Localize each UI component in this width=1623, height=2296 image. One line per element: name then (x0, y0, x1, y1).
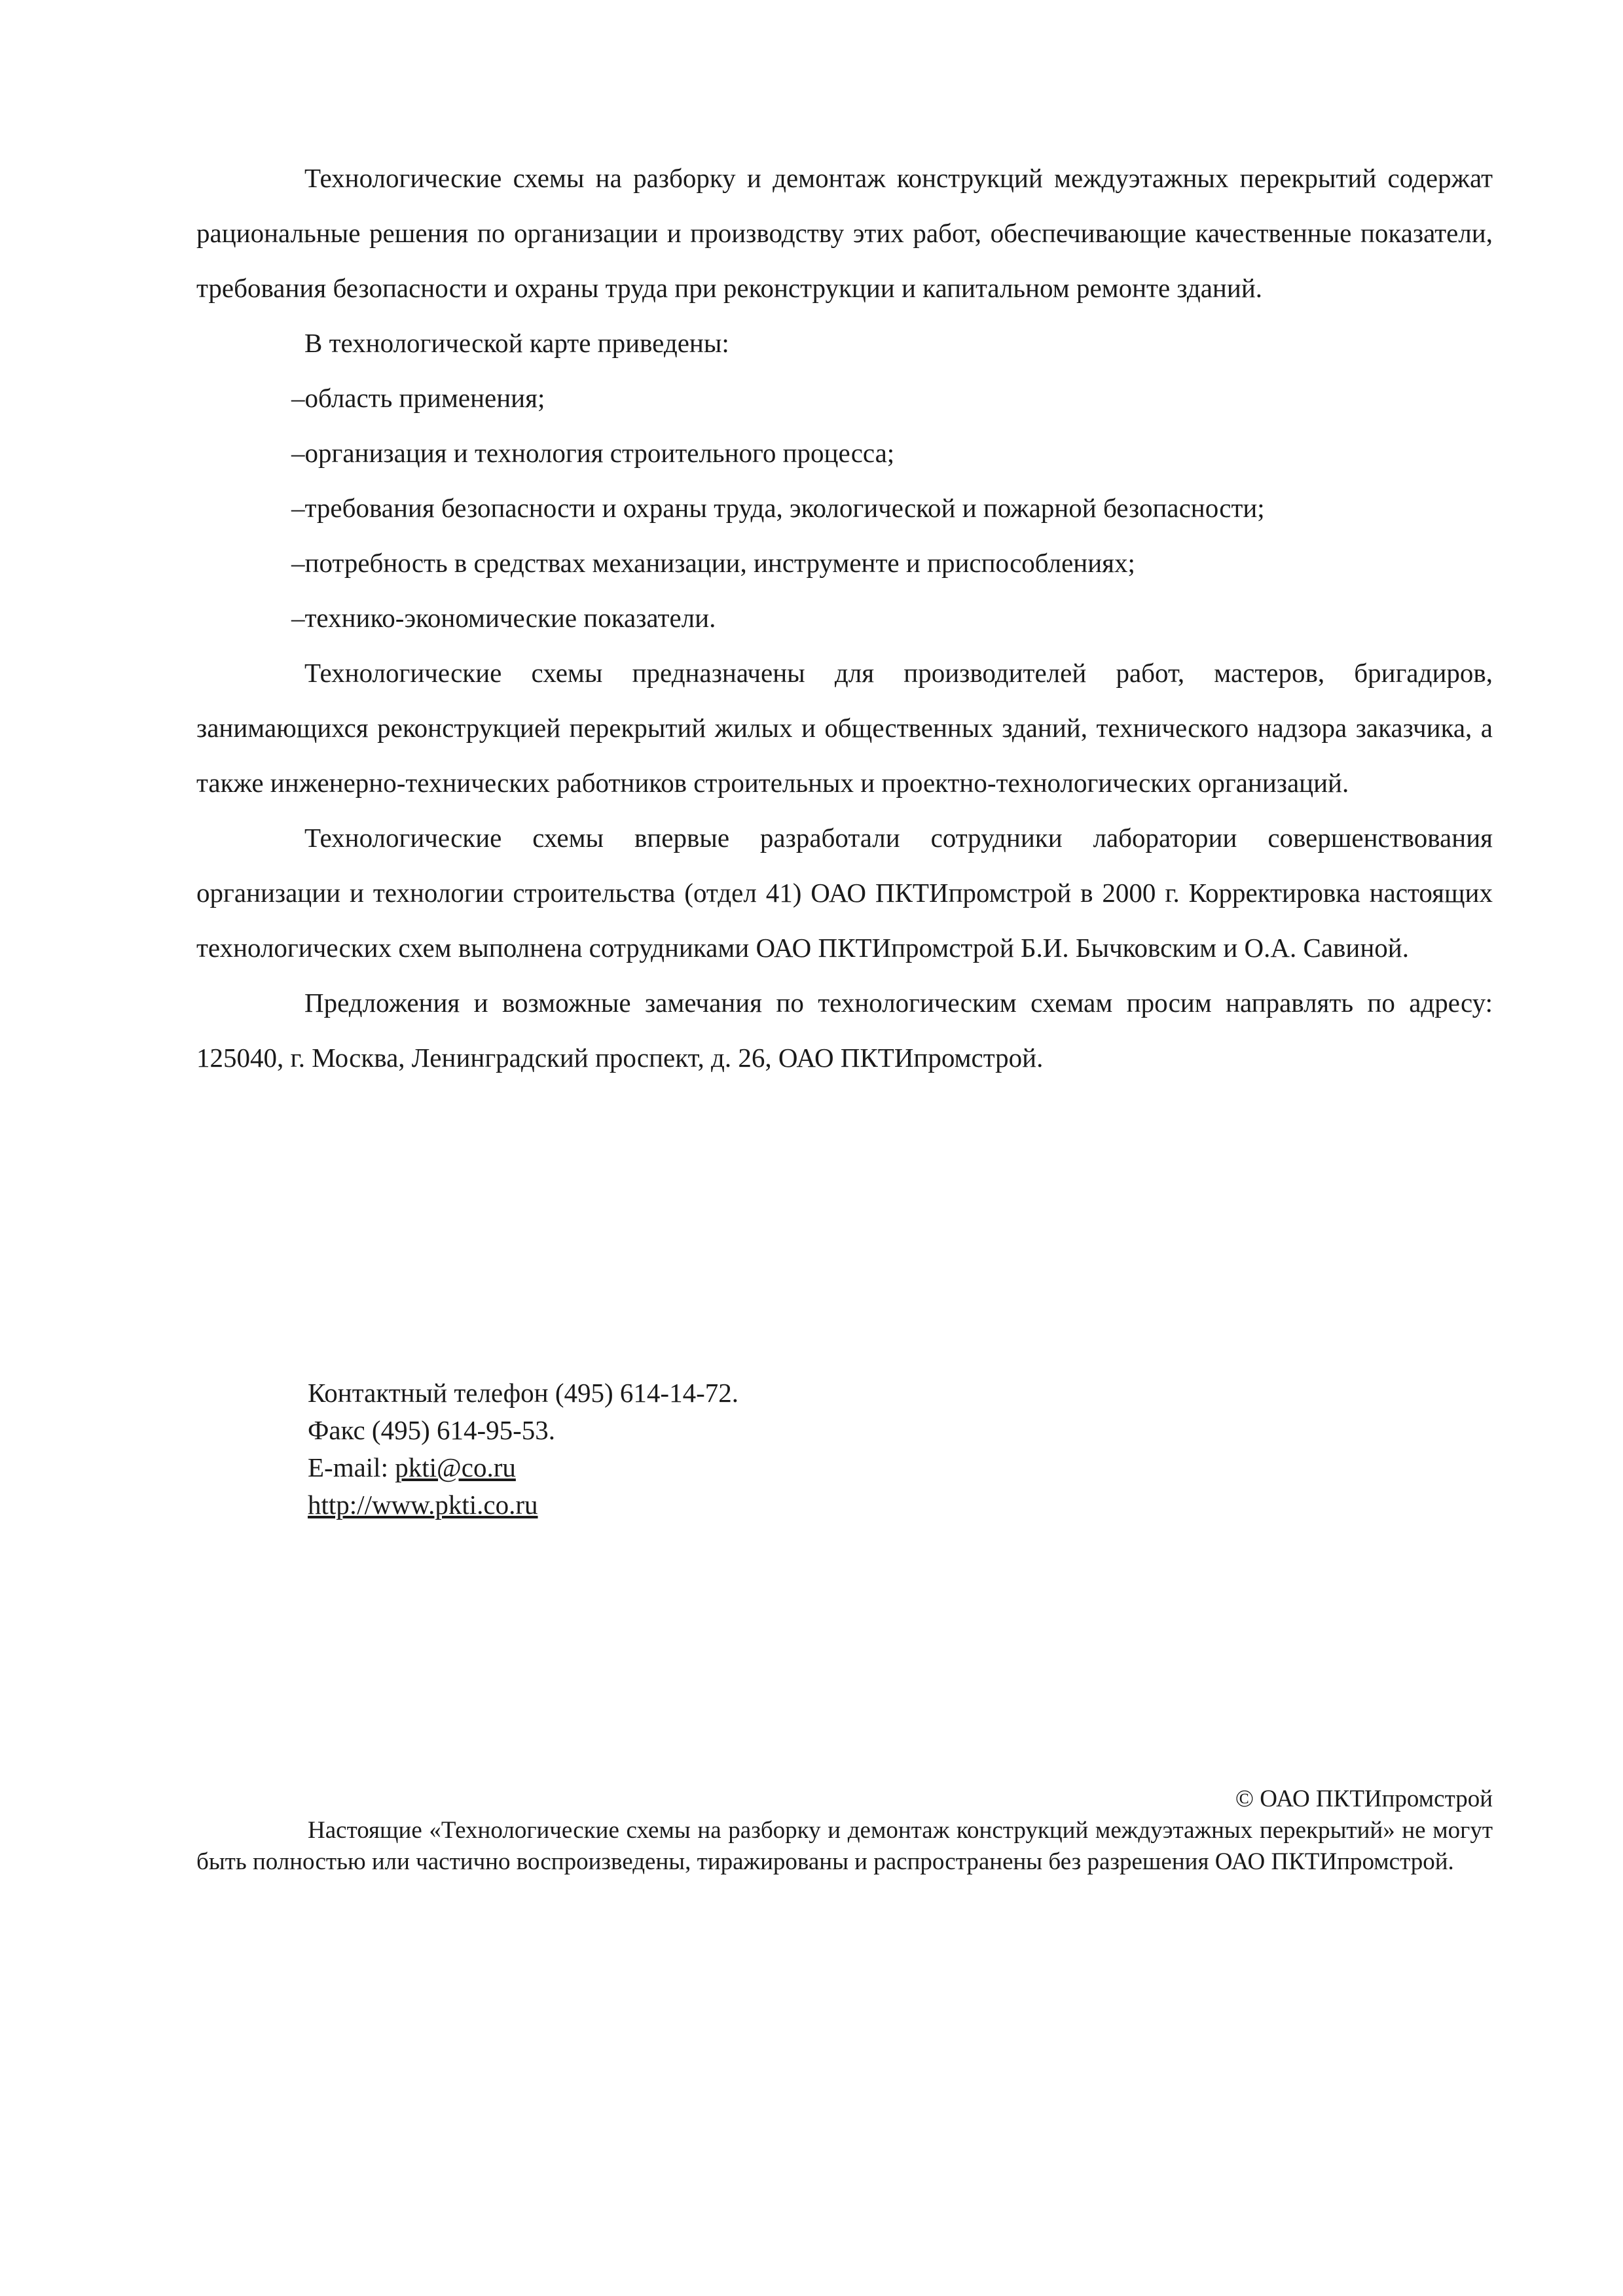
list-item: –технико-экономические показатели. (291, 603, 716, 633)
email-label: E-mail: (308, 1452, 395, 1482)
contact-phone: Контактный телефон (495) 614-14-72. (308, 1378, 739, 1408)
contact-email-line (308, 1449, 739, 1486)
authors-paragraph: Технологические схемы впервые разработали сотрудники лаборатории совершенствования организации и технологии строительства (отдел 41) ОАО ПКТИпромстрой в 2000 г. Корректировка настоящих технологических схем выполнена сотрудниками ОАО ПКТИпромстрой Б.И. Бычковским и О.А. Савиной. (196, 823, 1493, 963)
list-item: –требования безопасности и охраны труда, экологической и пожарной безопасности; (291, 493, 1265, 523)
contact-fax: Факс (495) 614-95-53. (308, 1415, 556, 1445)
copyright-line: © ОАО ПКТИпромстрой (1235, 1785, 1493, 1812)
list-item: –организация и технология строительного процесса; (291, 438, 895, 468)
website-link[interactable]: http://www.pkti.co.ru (308, 1490, 538, 1520)
contents-list (196, 370, 1493, 645)
email-link[interactable]: pkti@co.ru (395, 1452, 516, 1482)
copyright-footer (196, 1784, 1493, 1878)
list-item: –область применения; (291, 383, 545, 413)
document-body (196, 151, 1493, 1085)
copyright-notice: Настоящие «Технологические схемы на разборку и демонтаж конструкций междуэтажных перекрытий» не могут быть полностью или частично воспроизведены, тиражированы и распространены без разрешения ОАО ПКТИпромстрой. (196, 1817, 1493, 1875)
contents-intro-paragraph: В технологической карте приведены: (304, 328, 729, 358)
intro-paragraph: Технологические схемы на разборку и демонтаж конструкций междуэтажных перекрытий содержат рациональные решения по организации и производству этих работ, обеспечивающие качественные показатели, требования безопасности и охраны труда при реконструкции и капитальном ремонте зданий. (196, 163, 1493, 303)
feedback-paragraph: Предложения и возможные замечания по технологическим схемам просим направлять по адресу: 125040, г. Москва, Ленинградский проспект, д. 26, ОАО ПКТИпромстрой. (196, 988, 1493, 1073)
contacts-block (308, 1374, 739, 1524)
audience-paragraph: Технологические схемы предназначены для производителей работ, мастеров, бригадиров, занимающихся реконструкцией перекрытий жилых и общественных зданий, технического надзора заказчика, а также инженерно-технических работников строительных и проектно-технологических организаций. (196, 658, 1493, 798)
list-item: –потребность в средствах механизации, инструменте и приспособлениях; (291, 548, 1135, 578)
